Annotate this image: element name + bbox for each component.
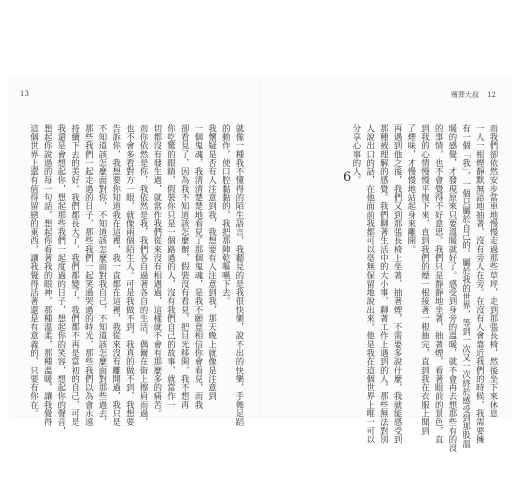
right-page-number: 12 (487, 91, 496, 99)
text-line: 而你依然是你，我依然是我，我們各自過著各自的生活，偶爾在街上擦肩而過， (139, 124, 150, 427)
text-line: 有一個「我」，一個只屬於自己的、屬於我的世界，等到一次又一次終於感受到那股溫 (461, 124, 472, 449)
text-line: 那些我們一起走過的日子，那些我們一起笑過哭過的時光，那些我們以為會永遠 (84, 124, 95, 427)
text-line: 我還是會想起你，想起那些我們一起度過的日子，想起你的笑容，想起你的聲音， (56, 124, 67, 436)
text-line: 而我們卻依然安步當車地慢慢走過那些草坪，走到那張長椅，然後坐下來休息 (489, 124, 499, 418)
text-line: 那種被理解的感覺。我們聊著生活中的大小事，聊著工作上遇到的人，那些無法對別 (379, 124, 390, 444)
text-line: 你吃驚的眼睛，假裝你只是一個路過的人，沒有我們自己的故事，就當作一 (166, 124, 177, 410)
text-line: 再遇到他之後，我們又到那張長椅上坐著、抽著煙，不需要多說什麼，我就能感受到 (393, 124, 404, 444)
text-line: 分享心事的人。 (351, 124, 362, 185)
text-line: 到我的心情慢慢平復下來，直到我們的煙一根接著一根抽完，直到我在衣服上聞到 (420, 124, 431, 436)
left-page-number: 13 (20, 90, 29, 98)
chapter-number: 6 (343, 170, 352, 185)
running-title: 殯葬大叔 (450, 91, 479, 99)
left-page-text (22, 124, 246, 436)
text-line: 一人一根煙靜默無語地抽著，沒有旁人在旁。在沒有人會靠近我們的時候，我需要擁 (475, 124, 486, 444)
text-line: 切都沒有發生過，就當作我們從來沒有相遇過，這樣就不會有那麼多的痛苦。 (152, 124, 163, 418)
book-gutter (259, 78, 261, 416)
text-line: 告訴你，我想要你知道我在這裡，我一直都在這裡，我從來沒有離開過，我只是 (111, 124, 122, 427)
right-page-text (290, 124, 500, 453)
right-running-header (451, 90, 496, 100)
text-line: 不知道該怎麼面對你，不知道該怎麼面對我自己，不知道該怎麼面對那些過去， (97, 124, 108, 427)
text-line: 了煙味，才慢慢地站起身來離開。 (406, 124, 417, 254)
text-line: 人說出口的話，在他面前我都可以毫無保留地說出來。他是我在這個世界上唯一可以 (365, 124, 376, 444)
text-line: 一個鬼魂，我清清楚楚地看見了那個鬼魂，是我不願意相信你會看見，而我 (193, 124, 204, 410)
text-line: 也不會多看對方一眼，就像兩個陌生人。可是我做不到，我真的做不到，我想要 (125, 124, 136, 427)
text-line: 這個世界上還有值得留戀的東西，讓我覺得活著還是有意義的，只要有你在。 (29, 124, 40, 418)
text-line: 想起你說過的每一句話，想起你看著我的眼神，那種溫柔，那種溫暖，讓我覺得 (43, 124, 54, 427)
text-line: 我懷疑是否有人注意到我，我想要有人注意到我，那天晚上就像是注意到 (207, 124, 218, 401)
text-line: 就像一種我不懂得的陌生語言，我聽見的是我很快樂，說不出的快樂，手舞足蹈 (235, 124, 245, 427)
text-line: 暖的感覺，才發現原來只要溫暖就好了。感受到身旁的溫暖，就不會再去想那些有的沒 (447, 124, 458, 453)
text-line: 的事情，也不會覺得不好意思。我們只是靜靜地坐著，抽著煙，看著眼前的景色，直 (434, 124, 445, 444)
text-line: 持續下去的美好。我們都長大了，我們都變了，我們都不再是當初的自己，可是 (70, 124, 81, 427)
text-line: 卻看見了，因為我不知道該怎麼辦，假裝沒有看見，把目光移開，我不想再 (180, 124, 191, 410)
text-line: 的動作，使口腔黏黏的，我把那陣乾嘔嚥下去。 (221, 124, 232, 306)
